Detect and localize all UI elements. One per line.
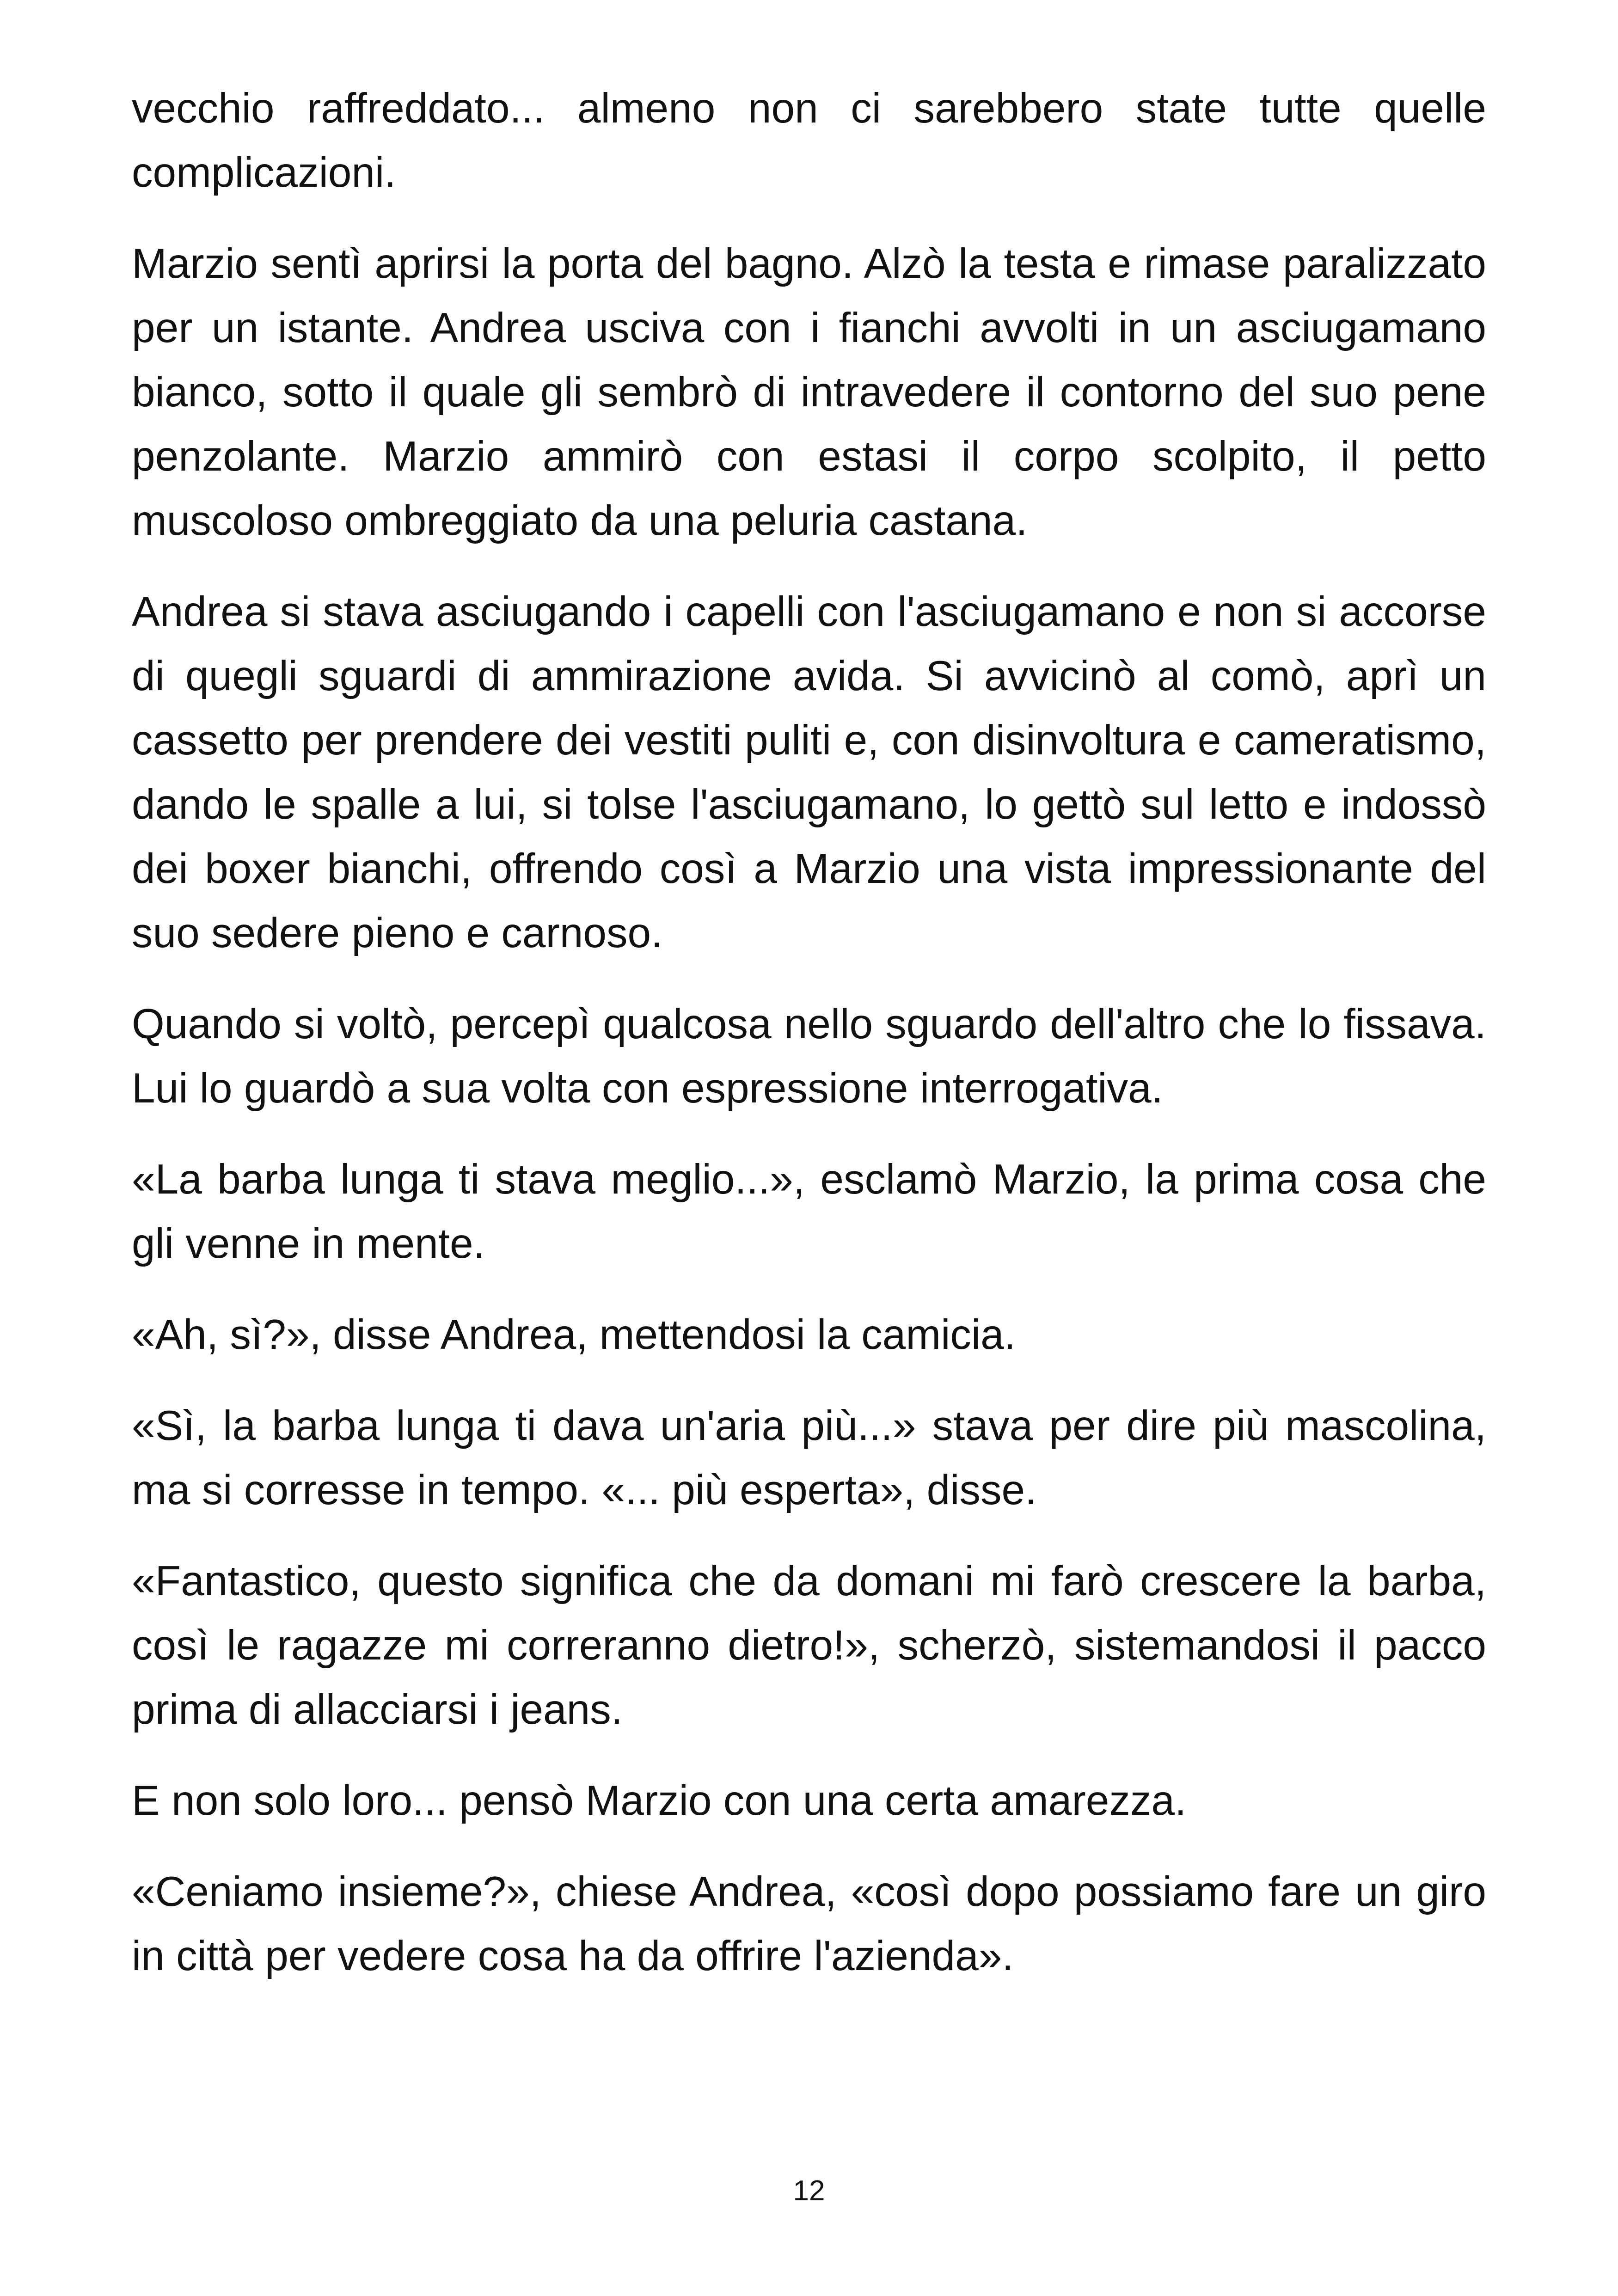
- paragraph: «Sì, la barba lunga ti dava un'aria più...» stava per dire più mascolina, ma si corresse in tempo. «... più esperta», disse.: [132, 1402, 1486, 1513]
- paragraph: Quando si voltò, percepì qualcosa nello sguardo dell'altro che lo fissava. Lui lo guardò a sua volta con espressione interrogativa.: [132, 1001, 1486, 1112]
- page-number: 12: [793, 2175, 825, 2207]
- body-text: [132, 76, 1486, 1988]
- paragraph: «La barba lunga ti stava meglio...», esclamò Marzio, la prima cosa che gli venne in mente.: [132, 1156, 1486, 1267]
- paragraph: Andrea si stava asciugando i capelli con l'asciugamano e non si accorse di quegli sguardi di ammirazione avida. Si avvicinò al comò, aprì un cassetto per prendere dei vestiti puliti e, con disinvoltura e cameratismo, dando le spalle a lui, si tolse l'asciugamano, lo gettò sul letto e indossò dei boxer bianchi, offrendo così a Marzio una vista impressionante del suo sedere pieno e carnoso.: [132, 588, 1486, 956]
- paragraph: vecchio raffreddato... almeno non ci sarebbero state tutte quelle complicazioni.: [132, 85, 1486, 196]
- paragraph: «Ceniamo insieme?», chiese Andrea, «così dopo possiamo fare un giro in città per vedere cosa ha da offrire l'azienda».: [132, 1868, 1486, 1979]
- paragraph: Marzio sentì aprirsi la porta del bagno. Alzò la testa e rimase paralizzato per un istante. Andrea usciva con i fianchi avvolti in un asciugamano bianco, sotto il quale gli sembrò di intravedere il contorno del suo pene penzolante. Marzio ammirò con estasi il corpo scolpito, il petto muscoloso ombreggiato da una peluria castana.: [132, 240, 1486, 544]
- paragraph: E non solo loro... pensò Marzio con una certa amarezza.: [132, 1777, 1187, 1824]
- paragraph: «Ah, sì?», disse Andrea, mettendosi la camicia.: [132, 1311, 1016, 1358]
- paragraph: «Fantastico, questo significa che da domani mi farò crescere la barba, così le ragazze mi correranno dietro!», scherzò, sistemandosi il pacco prima di allacciarsi i jeans.: [132, 1558, 1486, 1733]
